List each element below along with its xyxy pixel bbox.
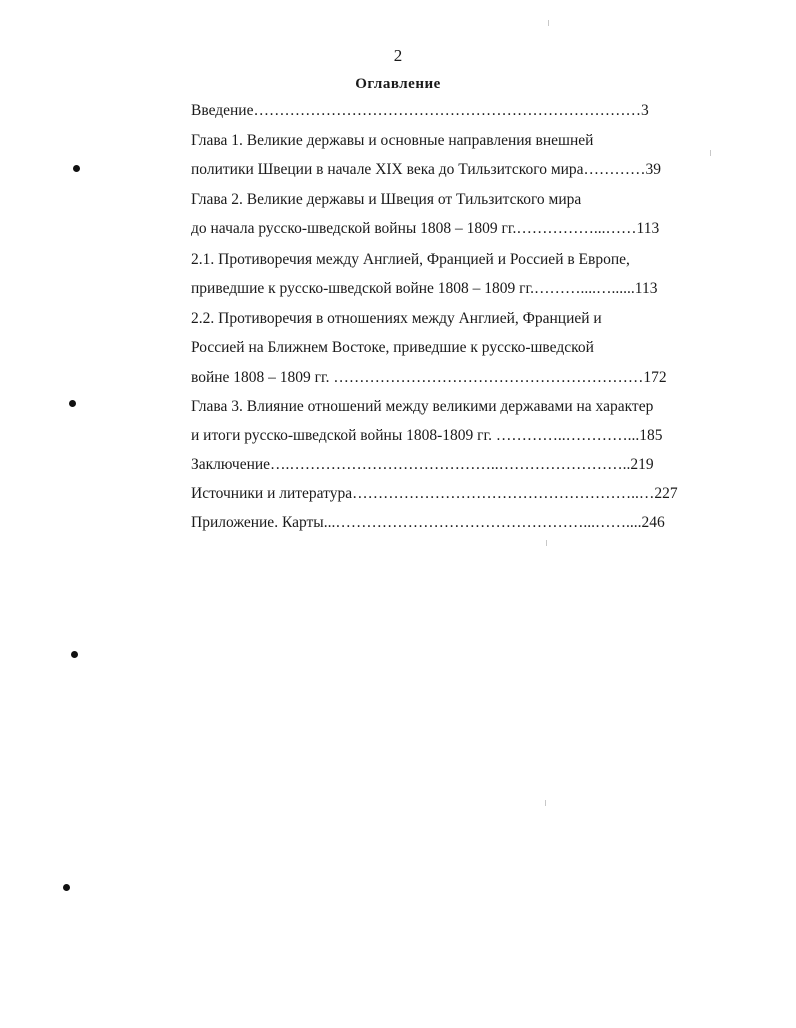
- toc-entry-sources: Источники и литература………………………………………………..…227: [191, 485, 678, 502]
- toc-entry-section-2-2-line-2: Россией на Ближнем Востоке, приведшие к русско-шведской: [191, 339, 594, 356]
- binder-hole-mark: [69, 400, 76, 407]
- scan-speck: [548, 20, 549, 26]
- toc-entry-chapter-2-line-1: Глава 2. Великие державы и Швеция от Тильзитского мира: [191, 191, 582, 208]
- scan-speck: [546, 540, 547, 546]
- toc-entry-introduction: Введение…………………………………………………………………3: [191, 102, 649, 119]
- toc-entry-section-2-1-line-2: приведшие к русско-шведской войне 1808 – 1809 гг.………....…......113: [191, 280, 658, 297]
- toc-entry-chapter-3-line-2: и итоги русско-шведской войны 1808-1809 гг. …………..…………...185: [191, 427, 663, 444]
- binder-hole-mark: [73, 165, 80, 172]
- binder-hole-mark: [71, 651, 78, 658]
- toc-entry-chapter-3-line-1: Глава 3. Влияние отношений между великими державами на характер: [191, 398, 654, 415]
- toc-entry-chapter-1-line-2: политики Швеции в начале XIX века до Тильзитского мира…………39: [191, 161, 662, 178]
- page-number: 2: [393, 46, 403, 65]
- toc-entry-chapter-2-line-2: до начала русско-шведской войны 1808 – 1809 гг.……………...……113: [191, 220, 660, 237]
- toc-title: Оглавление: [355, 76, 441, 92]
- toc-entry-section-2-2-line-3: войне 1808 – 1809 гг. ……………………………………………………172: [191, 369, 667, 386]
- toc-entry-section-2-2-line-1: 2.2. Противоречия в отношениях между Англией, Францией и: [191, 310, 602, 327]
- scan-speck: [710, 150, 711, 156]
- toc-entry-appendix: Приложение. Карты...…………………………………………...……....246: [191, 514, 665, 531]
- toc-entry-section-2-1-line-1: 2.1. Противоречия между Англией, Францией и Россией в Европе,: [191, 251, 630, 268]
- toc-entry-chapter-1-line-1: Глава 1. Великие державы и основные направления внешней: [191, 132, 594, 149]
- binder-hole-mark: [63, 884, 70, 891]
- scan-speck: [545, 800, 546, 806]
- toc-entry-conclusion: Заключение….…………………………………..……………………..219: [191, 456, 654, 473]
